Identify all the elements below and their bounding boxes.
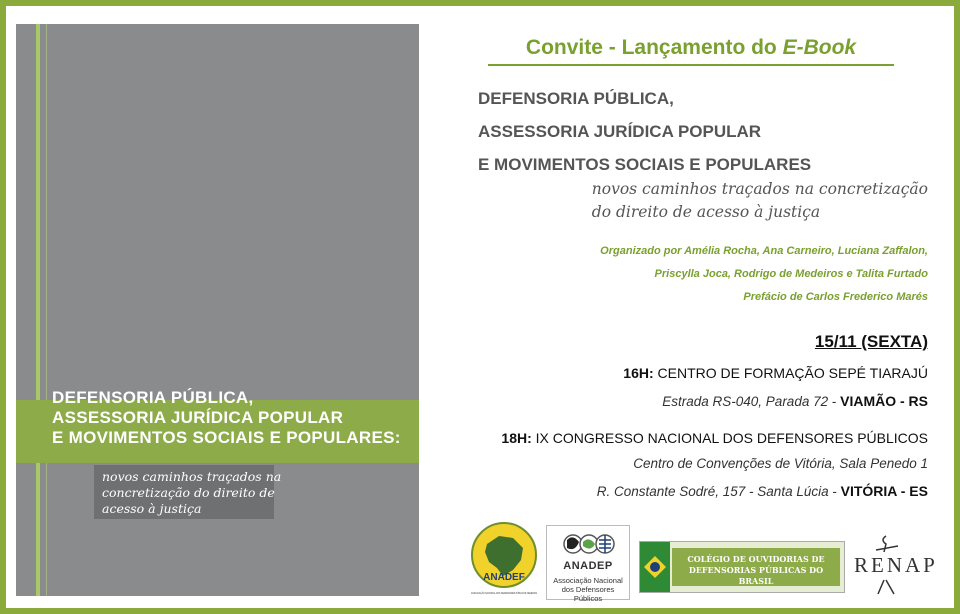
event-date: 15/11 (SEXTA) (814, 332, 928, 351)
event2-venue (633, 456, 928, 471)
preface-credit: Prefácio de Carlos Frederico Marés (743, 291, 928, 303)
event2-heading (501, 430, 928, 446)
event1-street: Estrada RS-040, Parada 72 (662, 394, 829, 409)
event1-address (662, 393, 928, 409)
anadep-sub (547, 576, 629, 603)
book-title-line: ASSESSORIA JURÍDICA POPULAR (478, 122, 762, 141)
anadef-sub: ASSOCIAÇÃO NACIONAL DOS DEFENSORES PÚBLICOS FEDERAIS (471, 592, 538, 595)
event1-heading (623, 365, 928, 381)
anadep-sub-line: dos Defensores Públicos (561, 585, 615, 603)
cover-subtitle (102, 469, 281, 517)
event2-address (597, 483, 928, 499)
organizers (508, 240, 928, 286)
book-title (478, 82, 811, 181)
cover-subtitle-line: concretização do direito de (102, 485, 275, 500)
organizers-line: Organizado por Amélia Rocha, Ana Carneiro, Luciana Zaffalon, (600, 245, 928, 257)
event2-separator: - (828, 484, 841, 499)
colegio-text (672, 554, 840, 587)
colegio-flag-box (640, 542, 670, 592)
colegio-line: COLÉGIO DE OUVIDORIAS DE (687, 554, 825, 564)
anadep-sub-line: Associação Nacional (553, 576, 623, 585)
anadef-logo (469, 522, 539, 598)
book-title-line: DEFENSORIA PÚBLICA, (478, 89, 674, 108)
book-subtitle-line: do direito de acesso à justiça (591, 203, 821, 221)
cover-title-line: DEFENSORIA PÚBLICA, (52, 388, 254, 407)
brazil-flag-icon (640, 542, 670, 592)
event2-place: IX CONGRESSO NACIONAL DOS DEFENSORES PÚBLICOS (531, 430, 928, 446)
anadep-emblem-icon (547, 528, 629, 560)
headline-underline (488, 64, 894, 66)
renap-logo (850, 532, 936, 598)
cover-stripe (36, 24, 40, 596)
anadep-label: ANADEP (563, 560, 613, 572)
colegio-ouvidorias-logo (639, 541, 845, 593)
colegio-line: DEFENSORIAS PÚBLICAS DO BRASIL (688, 565, 824, 586)
headline-prefix: Convite - Lançamento do (525, 36, 783, 59)
cover-subtitle-line: novos caminhos traçados na (102, 469, 282, 484)
event1-separator: - (828, 394, 841, 409)
event1-city: VIAMÃO - RS (840, 393, 928, 409)
book-title-line: E MOVIMENTOS SOCIAIS E POPULARES (478, 155, 812, 174)
event1-time: 16H: (623, 365, 654, 381)
headline-ebook: E-Book (782, 36, 857, 59)
renap-label: RENAP (854, 553, 938, 577)
book-cover (16, 24, 419, 596)
organizers-line: Priscylla Joca, Rodrigo de Medeiros e Talita Furtado (654, 268, 928, 280)
invite-headline (488, 36, 894, 60)
anadep-logo (546, 525, 630, 603)
cover-title-line: ASSESSORIA JURÍDICA POPULAR (52, 408, 344, 427)
cover-title-line: E MOVIMENTOS SOCIAIS E POPULARES: (52, 428, 401, 447)
book-subtitle-line: novos caminhos traçados na concretização (591, 180, 928, 198)
event1-place: CENTRO DE FORMAÇÃO SEPÉ TIARAJÚ (653, 365, 928, 381)
event2-city: VITÓRIA - ES (840, 483, 928, 499)
event2-time: 18H: (501, 430, 532, 446)
cover-title (52, 388, 401, 448)
anadef-label: ANADEF (483, 572, 525, 583)
book-subtitle (592, 178, 928, 224)
cover-stripe-thin (46, 24, 47, 596)
event2-venue-text: Centro de Convenções de Vitória, Sala Penedo 1 (633, 456, 928, 471)
cover-subtitle-line: acesso à justiça (102, 501, 202, 516)
event2-street: R. Constante Sodré, 157 - Santa Lúcia (596, 484, 829, 499)
